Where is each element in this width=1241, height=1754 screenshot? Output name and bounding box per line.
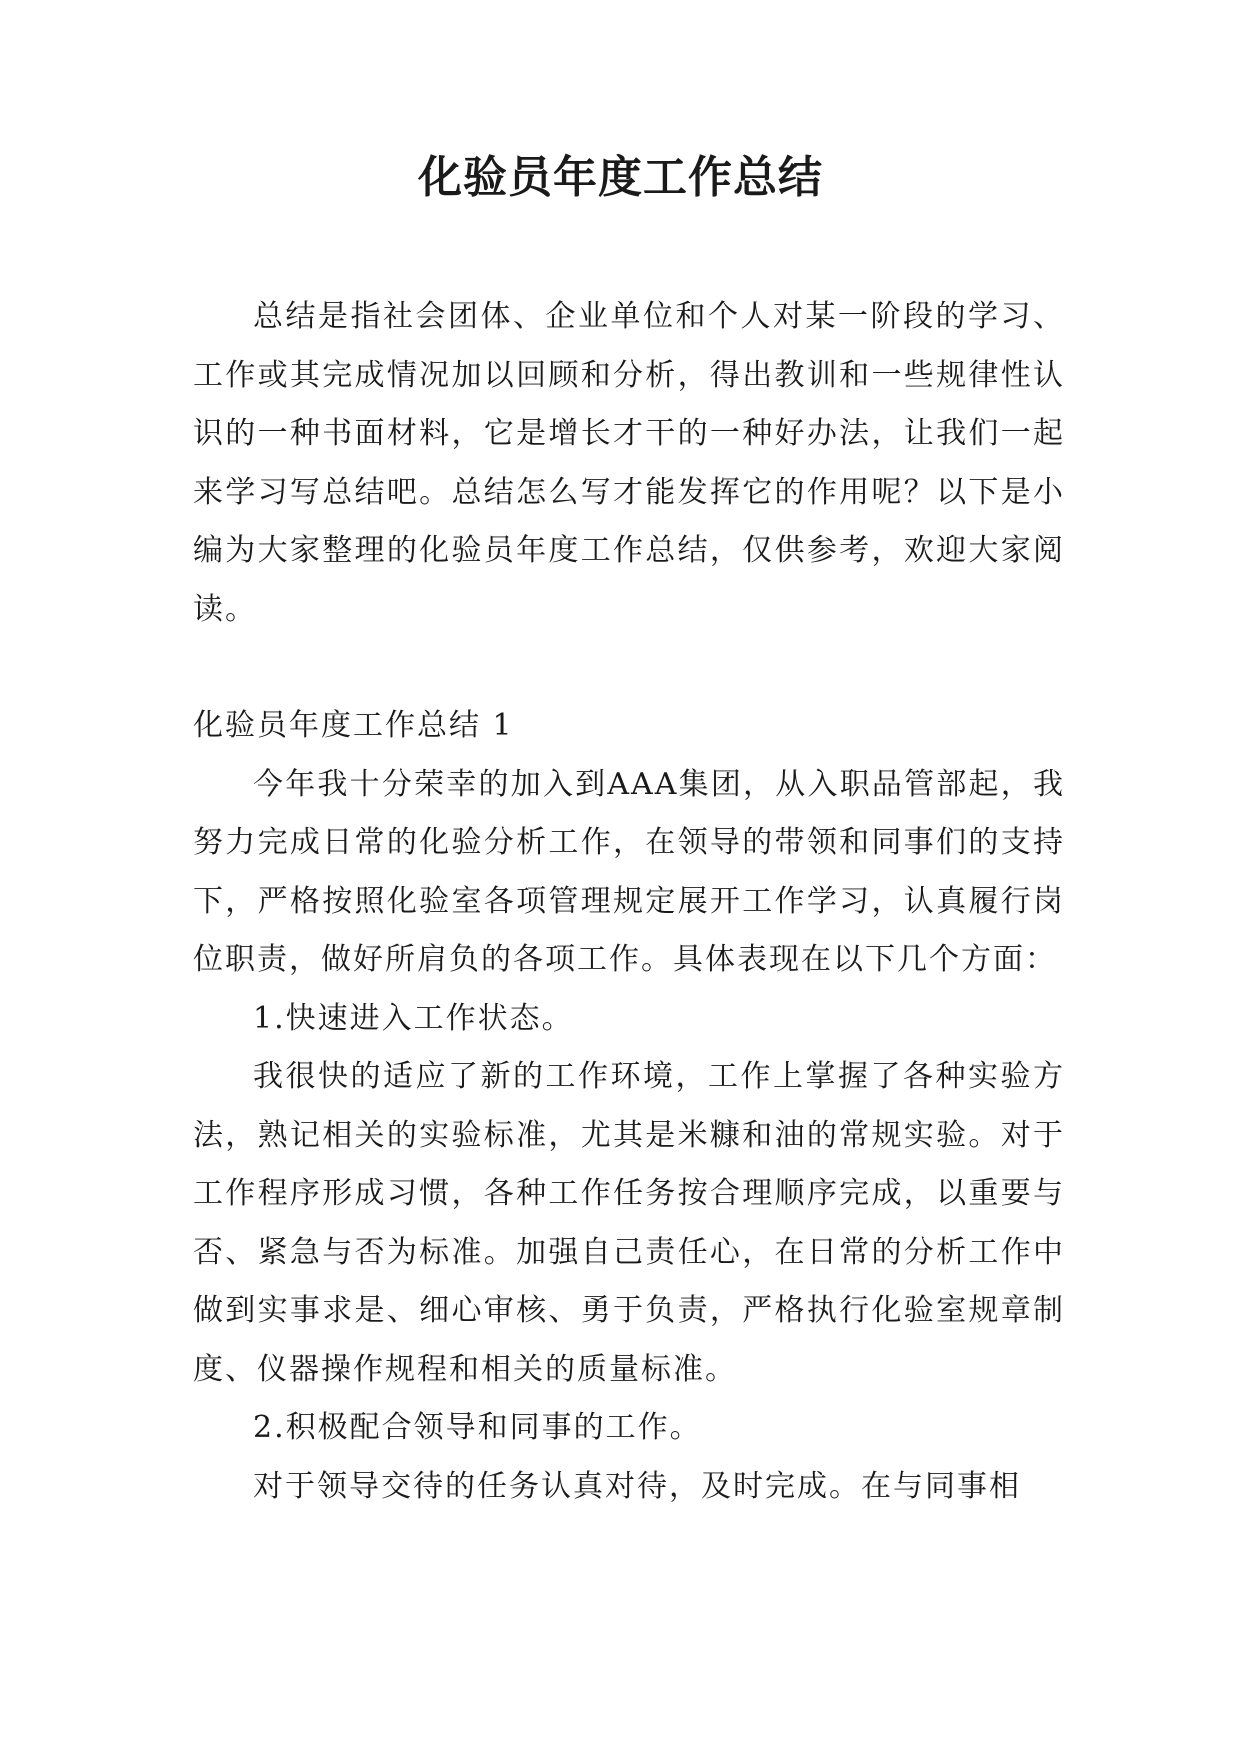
list-item-heading: 2.积极配合领导和同事的工作。 <box>253 1410 702 1445</box>
section-heading: 化验员年度工作总结 1 <box>193 708 514 743</box>
intro-paragraph: 总结是指社会团体、企业单位和个人对某一阶段的学习、工作或其完成情况加以回顾和分析，得出教训和一些规律性认识的一种书面材料，它是增长才干的一种好办法，让我们一起来学习写总结吧。总结怎么写才能发挥它的作用呢？以下是小编为大家整理的化验员年度工作总结，仅供参考，欢迎大家阅读。 <box>193 299 1065 627</box>
paragraph-spacer <box>193 639 1065 697</box>
list-item-heading: 1.快速进入工作状态。 <box>253 1000 574 1036</box>
page-title: 化验员年度工作总结 <box>418 152 823 203</box>
body-paragraph: 今年我十分荣幸的加入到AAA集团，从入职品管部起，我努力完成日常的化验分析工作，在领导的带领和同事们的支持下，严格按照化验室各项管理规定展开工作学习，认真履行岗位职责，做好所肩负的各项工作。具体表现在以下几个方面： <box>193 766 1065 977</box>
body-paragraph: 对于领导交待的任务认真对待，及时完成。在与同事相 <box>253 1468 1021 1504</box>
document-body <box>193 288 1065 1516</box>
body-paragraph: 我很快的适应了新的工作环境，工作上掌握了各种实验方法，熟记相关的实验标准，尤其是米糠和油的常规实验。对于工作程序形成习惯，各种工作任务按合理顺序完成，以重要与否、紧急与否为标准。加强自己责任心，在日常的分析工作中做到实事求是、细心审核、勇于负责，严格执行化验室规章制度、仪器操作规程和相关的质量标准。 <box>193 1059 1065 1387</box>
